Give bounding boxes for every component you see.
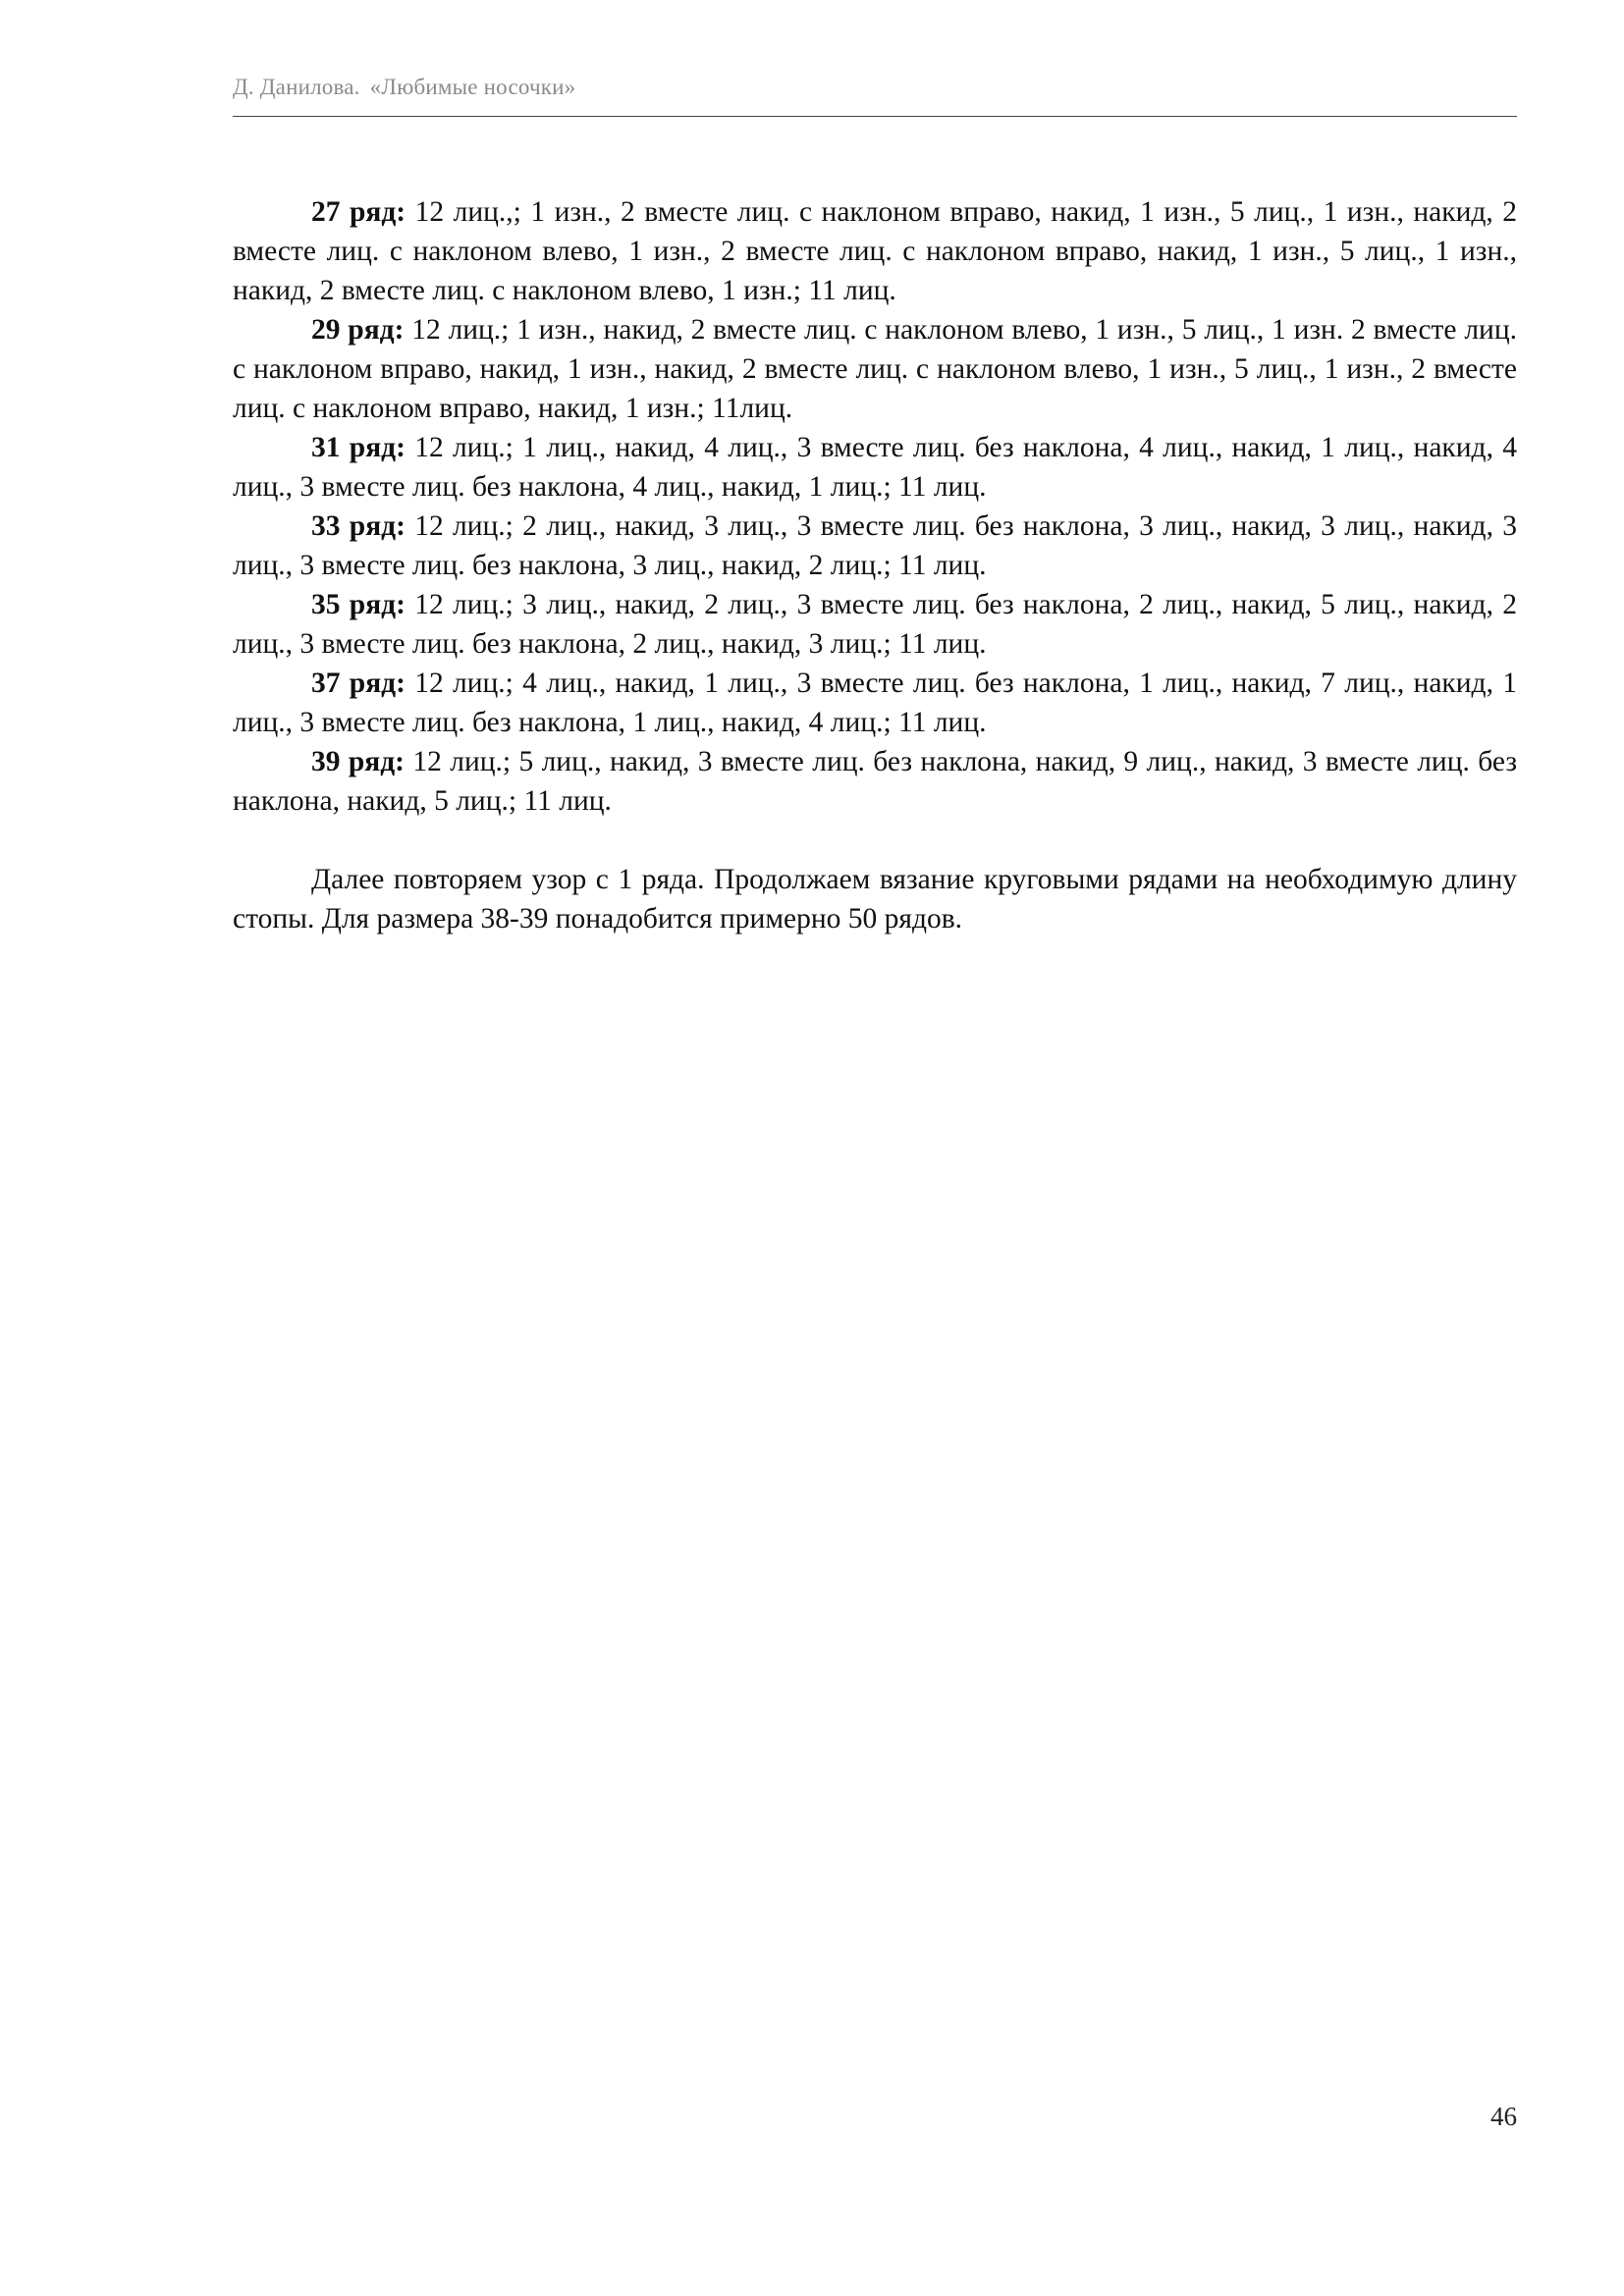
row-label: 37 ряд:: [311, 667, 406, 699]
row-label: 31 ряд:: [311, 432, 406, 463]
header-author: Д. Данилова.: [233, 75, 360, 99]
header-title: «Любимые носочки»: [369, 75, 576, 99]
row-text: 12 лиц.; 3 лиц., накид, 2 лиц., 3 вместе лиц. без наклона, 2 лиц., накид, 5 лиц., накид, 2 лиц., 3 вместе лиц. без наклона, 2 лиц., накид, 3 лиц.; 11 лиц.: [233, 589, 1517, 660]
row-text: 12 лиц.; 5 лиц., накид, 3 вместе лиц. без наклона, накид, 9 лиц., накид, 3 вместе лиц. без наклона, накид, 5 лиц.; 11 лиц.: [233, 746, 1517, 817]
pattern-instructions: [233, 192, 1517, 938]
row-paragraph-31: [233, 428, 1517, 507]
page-number: 46: [1490, 2102, 1517, 2131]
row-label: 33 ряд:: [311, 510, 406, 542]
row-paragraph-33: [233, 507, 1517, 585]
row-label: 27 ряд:: [311, 196, 406, 228]
row-label: 29 ряд:: [311, 314, 405, 346]
row-text: 12 лиц.; 2 лиц., накид, 3 лиц., 3 вместе лиц. без наклона, 3 лиц., накид, 3 лиц., накид, 3 лиц., 3 вместе лиц. без наклона, 3 лиц., накид, 2 лиц.; 11 лиц.: [233, 510, 1517, 581]
row-paragraph-35: [233, 585, 1517, 664]
row-paragraph-39: [233, 742, 1517, 821]
row-label: 39 ряд:: [311, 746, 405, 777]
row-text: 12 лиц.; 1 изн., накид, 2 вместе лиц. с наклоном влево, 1 изн., 5 лиц., 1 изн. 2 вместе лиц. с наклоном вправо, накид, 1 изн., накид, 2 вместе лиц. с наклоном влево, 1 изн., 5 лиц., 1 изн., 2 вместе лиц. с наклоном вправо, накид, 1 изн.; 11лиц.: [233, 314, 1517, 424]
header-rule: [233, 116, 1517, 117]
row-text: 12 лиц.; 1 лиц., накид, 4 лиц., 3 вместе лиц. без наклона, 4 лиц., накид, 1 лиц., накид, 4 лиц., 3 вместе лиц. без наклона, 4 лиц., накид, 1 лиц.; 11 лиц.: [233, 432, 1517, 503]
running-header: [233, 75, 1517, 100]
row-text: 12 лиц.,; 1 изн., 2 вместе лиц. с наклоном вправо, накид, 1 изн., 5 лиц., 1 изн., накид, 2 вместе лиц. с наклоном влево, 1 изн., 2 вместе лиц. с наклоном вправо, накид, 1 изн., 5 лиц., 1 изн., накид, 2 вместе лиц. с наклоном влево, 1 изн.; 11 лиц.: [233, 196, 1517, 306]
row-label: 35 ряд:: [311, 589, 406, 620]
row-paragraph-27: [233, 192, 1517, 310]
row-paragraph-37: [233, 664, 1517, 742]
continuation-paragraph: Далее повторяем узор с 1 ряда. Продолжаем вязание круговыми рядами на необходимую длину стопы. Для размера 38-39 понадобится примерно 50 рядов.: [233, 864, 1517, 934]
row-paragraph-29: [233, 310, 1517, 428]
row-text: 12 лиц.; 4 лиц., накид, 1 лиц., 3 вместе лиц. без наклона, 1 лиц., накид, 7 лиц., накид, 1 лиц., 3 вместе лиц. без наклона, 1 лиц., накид, 4 лиц.; 11 лиц.: [233, 667, 1517, 738]
